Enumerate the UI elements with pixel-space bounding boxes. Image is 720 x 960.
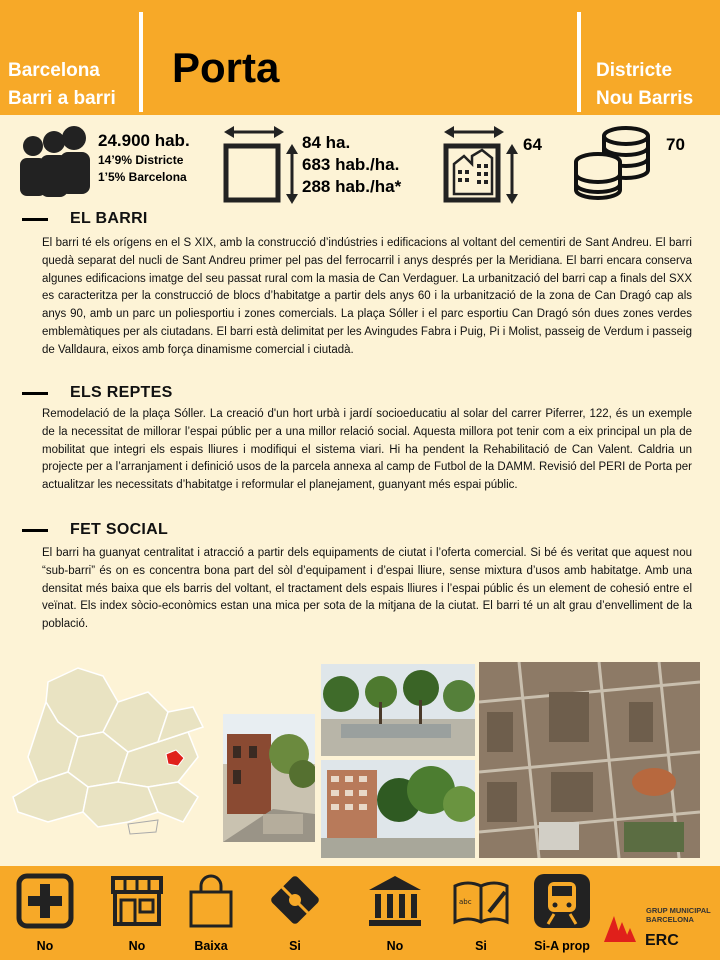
section-title-reptes: ELS REPTES [70, 384, 173, 401]
amenity-label: Si [475, 939, 487, 953]
area-icon [222, 124, 302, 206]
photo-park [321, 760, 475, 858]
buildings-icon [442, 124, 522, 206]
header-bar [0, 0, 720, 115]
logo-line2: BARCELONA [646, 915, 694, 924]
section-dash [22, 529, 48, 532]
section-header-barri [22, 210, 148, 228]
shopping-bag-icon [181, 872, 241, 930]
series-name: Barri a barri [8, 88, 116, 109]
amenity-label: No [386, 939, 404, 953]
city-name: Barcelona [8, 60, 100, 81]
section-header-reptes [22, 384, 173, 402]
amenity-library [446, 872, 516, 953]
amenities-bar [0, 866, 720, 960]
section-header-social [22, 521, 168, 539]
section-text-reptes: Remodelació de la plaça Sóller. La creació d'un hort urbà i jardí socioeducatiu al solar del carrer Piferrer, 122, és un exemple de la necessitat de millorar l’espai públic per a una millor relació social. Aquesta millora pot tenir com a eix principal un pla de mobilitat que integri els espais lliures i modifiqui el sistema viari. Hi ha pendent la Rehabilitació de Can Valent. Caldria un projecte per a l’arranjament i definició usos de la parcela annexa al camp de Futbol de la DAMM. Revisió del PERI de Porta per actualitzar les necessitats d’habitatge i reformular el planejament, guanyant més espai públic. [42, 408, 692, 492]
svg-text:abc: abc [459, 898, 472, 906]
section-text-barri: El barri té els orígens en el S XIX, amb la construcció d’indústries i edificacions al voltant del cementiri de Sant Andreu. El barri quedà separat del nucli de Sant Andreu primer pel pas del ferrocarril i anys després per la Meridiana. El barri encara conserva algunes edificacions imatge del seu passat rural com la masia de Can Verdaguer. La urbanització del barri cap a finals del SXX es caracteritza per la construcció de blocs d’habitatge a partir dels anys 60 i la urbanització de la zona de Can Dragó cap als anys 90, amb un parc un poliesportiu i zones comercials. La plaça Sóller i el parc esportiu Can Dragó són dues zones verdes emblemàtiques per als ciutadans. El barri està delimitat per les Avingudes Fabra i Puig, Pi i Molist, passeig de Verdum i passeig de Valldaura, eixos amb força dinamisme comercial i ciutadà. [42, 237, 692, 356]
amenity-transport [524, 872, 600, 953]
amenity-label: Si-A prop [534, 939, 590, 953]
amenity-health [10, 872, 80, 953]
header-divider [577, 12, 581, 112]
district-name: Nou Barris [596, 88, 694, 109]
section-title-social: FET SOCIAL [70, 521, 169, 538]
coins-icon [572, 124, 652, 202]
section-title-barri: EL BARRI [70, 210, 148, 227]
page-title: Porta [172, 44, 280, 91]
section-dash [22, 218, 48, 221]
photo-plaza [321, 664, 475, 756]
amenity-market [102, 872, 172, 953]
density-alt-value: 288 hab./ha* [302, 177, 402, 196]
market-icon [107, 872, 167, 930]
section-text-social: El barri ha guanyat centralitat i atracció a partir dels equipaments de ciutat i l’oferta comercial. Si bé és veritat que aquest nou “sub-barri” és on es concentra bona part del sòl d’equipament i d’espai lliure, sense mixtura d’usos amb habitatge. Amb una densitat més baixa que els barris del voltant, el tractament dels espais lliures i l’espai públic és un element de cohesió entre el veïnat. Els index sòcio-econòmics estan una mica per sota de la mitjana de la ciutat. El barri té un alt grau d’envelliment de la població. [42, 547, 692, 631]
header-divider [139, 12, 143, 112]
population-city-pct: 1’5% Barcelona [98, 170, 187, 184]
train-icon [532, 872, 592, 930]
area-value: 84 ha. [302, 133, 351, 152]
amenity-label: Si [289, 939, 301, 953]
district-map [8, 662, 214, 838]
aerial-photo [479, 662, 700, 858]
image-strip [0, 660, 720, 860]
photo-masia [223, 714, 315, 842]
density-value: 683 hab./ha. [302, 155, 400, 174]
health-cross-icon [15, 872, 75, 930]
amenity-civic [360, 872, 430, 953]
erc-logo-icon [600, 902, 640, 946]
amenity-label: No [36, 939, 54, 953]
people-icon [18, 124, 94, 198]
population-value: 24.900 hab. [98, 131, 190, 150]
income-value: 70 [666, 135, 685, 154]
amenity-label: No [128, 939, 146, 953]
amenity-shopping [176, 872, 246, 953]
logo-caption [646, 906, 711, 924]
sports-icon [265, 872, 325, 930]
buildings-value: 64 [523, 135, 542, 154]
logo-line1: GRUP MUNICIPAL [646, 906, 711, 915]
stats-row [0, 120, 720, 205]
amenity-label: Baixa [194, 939, 228, 953]
district-word: Districte [596, 60, 673, 81]
amenity-sports [260, 872, 330, 953]
civic-building-icon [365, 872, 425, 930]
population-district-pct: 14’9% Districte [98, 153, 184, 167]
section-dash [22, 392, 48, 395]
library-book-icon [451, 872, 511, 930]
city-label [8, 57, 116, 113]
logo-name: ERC [645, 932, 679, 949]
district-label [596, 57, 693, 113]
